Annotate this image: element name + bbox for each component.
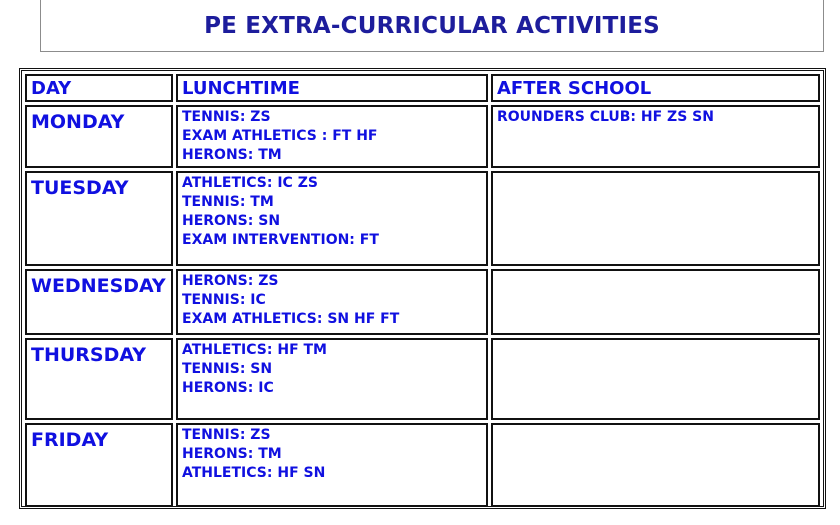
table-row: [25, 171, 820, 266]
header-after-school: AFTER SCHOOL: [491, 74, 820, 102]
lunchtime-cell: [176, 105, 488, 168]
activity-line: TENNIS: TM: [182, 194, 274, 210]
after-school-cell: [491, 423, 820, 507]
activity-line: TENNIS: ZS: [182, 427, 271, 443]
activity-line: TENNIS: SN: [182, 361, 273, 377]
table-row: [25, 338, 820, 420]
header-row: [25, 74, 820, 102]
day-cell: TUESDAY: [25, 171, 173, 266]
page-title: PE EXTRA-CURRICULAR ACTIVITIES: [204, 12, 660, 39]
lunchtime-cell: [176, 269, 488, 335]
day-cell: MONDAY: [25, 105, 173, 168]
activity-line: HERONS: IC: [182, 380, 274, 396]
activities-table: [22, 71, 823, 510]
lunchtime-cell: [176, 171, 488, 266]
activity-line: HERONS: SN: [182, 213, 281, 229]
activity-line: EXAM ATHLETICS: SN HF FT: [182, 311, 400, 327]
title-box: [40, 0, 824, 52]
table-row: [25, 269, 820, 335]
day-cell: WEDNESDAY: [25, 269, 173, 335]
header-lunchtime: LUNCHTIME: [176, 74, 488, 102]
activity-line: EXAM ATHLETICS : FT HF: [182, 128, 378, 144]
table-row: [25, 423, 820, 507]
after-school-cell: [491, 269, 820, 335]
lunchtime-cell: [176, 338, 488, 420]
activity-line: ATHLETICS: HF SN: [182, 465, 326, 481]
activity-line: TENNIS: IC: [182, 292, 266, 308]
day-cell: FRIDAY: [25, 423, 173, 507]
after-school-cell: [491, 105, 820, 168]
schedule-table: [19, 68, 826, 509]
activity-line: HERONS: TM: [182, 147, 282, 163]
activity-line: EXAM INTERVENTION: FT: [182, 232, 379, 248]
after-school-cell: [491, 338, 820, 420]
after-school-cell: [491, 171, 820, 266]
lunchtime-cell: [176, 423, 488, 507]
activity-line: HERONS: TM: [182, 446, 282, 462]
header-day: DAY: [25, 74, 173, 102]
activity-line: ATHLETICS: IC ZS: [182, 175, 318, 191]
table-row: [25, 105, 820, 168]
activity-line: ROUNDERS CLUB: HF ZS SN: [497, 109, 714, 125]
activity-line: ATHLETICS: HF TM: [182, 342, 327, 358]
activity-line: HERONS: ZS: [182, 273, 279, 289]
activity-line: TENNIS: ZS: [182, 109, 271, 125]
day-cell: THURSDAY: [25, 338, 173, 420]
